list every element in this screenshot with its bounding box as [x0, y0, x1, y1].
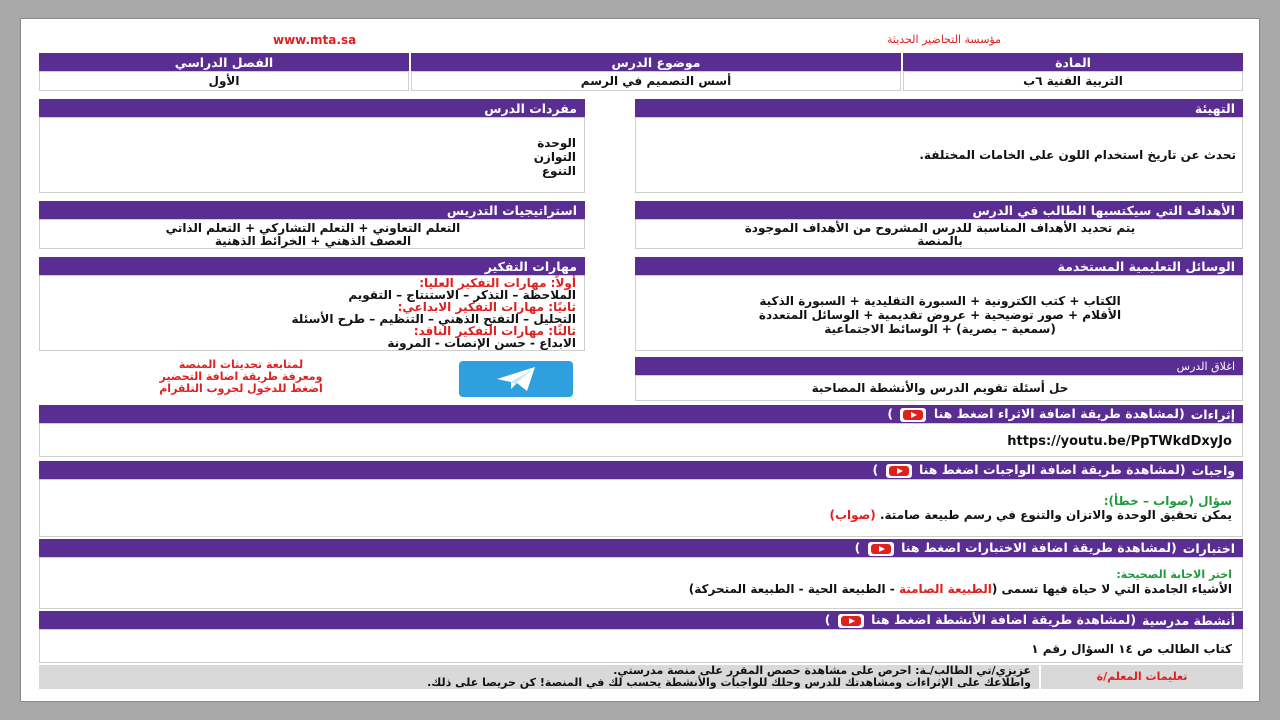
homework-box	[39, 479, 1243, 537]
term-label: الفصل الدراسي	[39, 53, 409, 71]
teacher-label-box	[1041, 665, 1243, 689]
strategies-line: التعلم التعاوني + التعلم التشاركي + التعلم الذاتي	[165, 221, 461, 235]
subject-value: التربية الفنية ٦ب	[903, 71, 1243, 91]
tests-correct-answer: الطبيعة الصامتة	[898, 582, 992, 596]
thinking-title: مهارات التفكير	[39, 257, 585, 275]
enrich-title: إثراءات	[1190, 406, 1235, 422]
homework-title: واجبات	[1191, 462, 1235, 478]
enrich-howto-text: (لمشاهدة طريقة اضافة الاثراء اضغط هنا	[933, 406, 1185, 422]
tests-box	[39, 557, 1243, 609]
teacher-instructions-box	[39, 665, 1039, 689]
tests-question	[52, 582, 1232, 596]
activities-howto-text: (لمشاهدة طريقة اضافة الأنشطة اضغط هنا	[871, 612, 1137, 628]
tests-howto-close: )	[854, 540, 861, 556]
foundation-name: مؤسسة التحاضير الحديثة	[887, 33, 1001, 46]
enrich-header	[39, 405, 1243, 423]
activities-howto-link[interactable]	[825, 612, 1136, 628]
homework-question	[52, 508, 1232, 522]
homework-header	[39, 461, 1243, 479]
teacher-label: تعليمات المعلم/ة	[1096, 670, 1188, 683]
vocab-box	[39, 117, 585, 193]
strategies-title: استراتيجيات التدريس	[39, 201, 585, 219]
tools-title: الوسائل التعليمية المستخدمة	[635, 257, 1243, 275]
website-link[interactable]: www.mta.sa	[273, 33, 357, 47]
tests-title: اختبارات	[1182, 540, 1235, 556]
vocab-title: مفردات الدرس	[39, 99, 585, 117]
youtube-icon	[868, 542, 894, 556]
closing-text: حل أسئلة تقويم الدرس والأنشطة المصاحبة	[811, 381, 1069, 395]
homework-howto-link[interactable]	[873, 462, 1186, 478]
tests-howto-link[interactable]	[855, 540, 1177, 556]
tools-box	[635, 275, 1243, 351]
telegram-button[interactable]	[459, 361, 573, 397]
tools-line: الكتاب + كتب الكترونية + السبورة التقليدية + السبورة الذكية	[759, 294, 1121, 308]
warmup-box	[635, 117, 1243, 193]
tests-question-rest: - الطبيعة الحية - الطبيعة المتحركة)	[688, 582, 899, 596]
homework-howto-text: (لمشاهدة طريقة اضافة الواجبات اضغط هنا	[918, 462, 1186, 478]
enrich-box	[39, 423, 1243, 457]
closing-box	[635, 375, 1243, 401]
thinking-line: التحليل – التفتح الذهني – التنظيم – طرح الأسئلة	[291, 312, 576, 326]
homework-question-text: يمكن تحقيق الوحدة والاتزان والتنوع في رسم طبيعة صامتة.	[879, 508, 1232, 522]
thinking-heading: أولاً: مهارات التفكير العليا:	[419, 276, 576, 290]
objectives-line: بالمنصة	[917, 234, 963, 248]
strategies-line: العصف الذهني + الخرائط الذهنية	[214, 234, 412, 248]
teacher-line: عزيزي/تي الطالب/ـة: احرص على مشاهدة حصص المقرر على منصة مدرستي.	[613, 664, 1031, 677]
activities-title: أنشطة مدرسية	[1142, 612, 1235, 628]
telegram-icon	[459, 361, 573, 397]
tests-header	[39, 539, 1243, 557]
closing-title: اغلاق الدرس	[635, 357, 1243, 375]
homework-answer: (صواب)	[829, 508, 876, 522]
activities-text: كتاب الطالب ص ١٤ السؤال رقم ١	[1031, 642, 1232, 656]
thinking-heading: ثانيًا: مهارات التفكير الابداعي:	[397, 300, 576, 314]
warmup-text: تحدث عن تاريخ استخدام اللون على الخامات المختلفة.	[919, 148, 1236, 162]
warmup-title: التهيئة	[635, 99, 1243, 117]
enrich-howto-link[interactable]	[887, 406, 1184, 422]
youtube-icon	[900, 408, 926, 422]
vocab-item: الوحدة	[537, 136, 576, 150]
telegram-note-line: ومعرفة طريقة اضافة التحضير	[159, 370, 323, 383]
subject-label: المادة	[903, 53, 1243, 71]
tools-line: (سمعية – بصرية) + الوسائط الاجتماعية	[824, 322, 1056, 336]
enrich-url[interactable]: https://youtu.be/PpTWkdDxyJo	[1007, 434, 1232, 449]
homework-howto-close: )	[872, 462, 879, 478]
thinking-line: الابداع - حسن الإنصات - المرونة	[387, 336, 576, 350]
objectives-line: يتم تحديد الأهداف المناسبة للدرس المشروح من الأهداف الموجودة	[744, 221, 1136, 235]
telegram-note[interactable]	[111, 359, 371, 395]
strategies-box	[39, 219, 585, 249]
thinking-heading: ثالثًا: مهارات التفكير الناقد:	[413, 324, 576, 338]
activities-header	[39, 611, 1243, 629]
telegram-note-line: اضغط للدخول لجروب التلقرام	[159, 382, 323, 395]
homework-question-label: سؤال (صواب – خطأ):	[1103, 494, 1232, 508]
tests-question-label: اختر الاجابة الصحيحة:	[1116, 568, 1232, 581]
tests-howto-text: (لمشاهدة طريقة اضافة الاختبارات اضغط هنا	[901, 540, 1177, 556]
lesson-plan-sheet	[20, 18, 1260, 702]
thinking-box	[39, 275, 585, 351]
term-value: الأول	[39, 71, 409, 91]
activities-box	[39, 629, 1243, 663]
teacher-line: واطلاعك على الإثراءات ومشاهدتك للدرس وحلك للواجبات والأنشطة يحسب لك في المنصة! كن حريصا على ذلك.	[427, 676, 1031, 689]
topic-label: موضوع الدرس	[411, 53, 901, 71]
vocab-item: التوازن	[533, 150, 576, 164]
topic-value: أسس التصميم في الرسم	[411, 71, 901, 91]
tools-line: الأقلام + صور توضيحية + عروض تقديمية + الوسائل المتعددة	[758, 308, 1122, 322]
objectives-box	[635, 219, 1243, 249]
activities-howto-close: )	[824, 612, 831, 628]
youtube-icon	[886, 464, 912, 478]
youtube-icon	[838, 614, 864, 628]
tests-question-start: الأشياء الجامدة التي لا حياة فيها تسمى (	[991, 582, 1232, 596]
enrich-howto-close: )	[887, 406, 894, 422]
telegram-note-line: لمتابعة تحديثات المنصة	[178, 358, 304, 371]
objectives-title: الأهداف التي سيكتسبها الطالب في الدرس	[635, 201, 1243, 219]
vocab-item: التنوع	[541, 164, 576, 178]
thinking-line: الملاحظة – التذكر – الاستنتاج – التقويم	[348, 288, 576, 302]
